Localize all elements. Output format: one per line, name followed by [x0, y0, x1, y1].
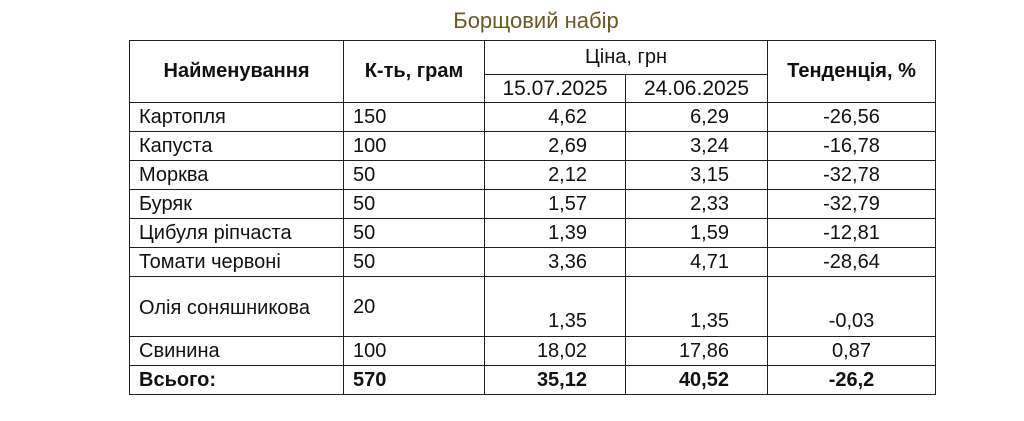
row-qty: 50 — [344, 190, 485, 219]
row-price-1: 2,12 — [485, 161, 626, 190]
table-row — [130, 103, 936, 132]
row-price-2: 6,29 — [626, 103, 768, 132]
row-price-2: 1,59 — [626, 219, 768, 248]
row-qty: 50 — [344, 161, 485, 190]
borscht-price-table — [129, 40, 936, 395]
table-row — [130, 190, 936, 219]
row-price-2: 4,71 — [626, 248, 768, 277]
row-trend: -16,78 — [768, 132, 936, 161]
total-row — [130, 366, 936, 395]
total-label: Всього: — [130, 366, 344, 395]
table-row — [130, 219, 936, 248]
row-price-2: 1,35 — [626, 277, 768, 337]
row-name: Томати червоні — [130, 248, 344, 277]
total-trend: -26,2 — [768, 366, 936, 395]
table-row — [130, 337, 936, 366]
header-date-1: 15.07.2025 — [485, 75, 626, 103]
row-price-1: 3,36 — [485, 248, 626, 277]
header-trend: Тенденція, % — [768, 41, 936, 103]
row-qty: 100 — [344, 337, 485, 366]
row-price-2: 3,24 — [626, 132, 768, 161]
row-price-2: 2,33 — [626, 190, 768, 219]
row-trend: 0,87 — [768, 337, 936, 366]
row-price-1: 4,62 — [485, 103, 626, 132]
row-name: Капуста — [130, 132, 344, 161]
row-trend: -26,56 — [768, 103, 936, 132]
row-name: Цибуля ріпчаста — [130, 219, 344, 248]
table-row — [130, 161, 936, 190]
total-price-1: 35,12 — [485, 366, 626, 395]
row-trend: -12,81 — [768, 219, 936, 248]
row-price-1: 1,57 — [485, 190, 626, 219]
row-price-2: 17,86 — [626, 337, 768, 366]
row-trend: -32,78 — [768, 161, 936, 190]
row-price-1: 2,69 — [485, 132, 626, 161]
row-qty: 50 — [344, 219, 485, 248]
row-name: Олія соняшникова — [130, 277, 344, 337]
row-trend: -28,64 — [768, 248, 936, 277]
row-trend: -0,03 — [768, 277, 936, 337]
row-price-2: 3,15 — [626, 161, 768, 190]
total-price-2: 40,52 — [626, 366, 768, 395]
table-row — [130, 277, 936, 337]
row-name: Свинина — [130, 337, 344, 366]
row-name: Морква — [130, 161, 344, 190]
row-name: Буряк — [130, 190, 344, 219]
header-qty: К-ть, грам — [344, 41, 485, 103]
table-row — [130, 248, 936, 277]
row-name: Картопля — [130, 103, 344, 132]
row-qty: 150 — [344, 103, 485, 132]
row-qty: 100 — [344, 132, 485, 161]
total-qty: 570 — [344, 366, 485, 395]
header-date-2: 24.06.2025 — [626, 75, 768, 103]
table-row — [130, 132, 936, 161]
row-qty: 20 — [344, 277, 485, 337]
row-price-1: 1,39 — [485, 219, 626, 248]
row-qty: 50 — [344, 248, 485, 277]
row-price-1: 18,02 — [485, 337, 626, 366]
table-title: Борщовий набір — [453, 8, 619, 33]
header-name: Найменування — [130, 41, 344, 103]
row-trend: -32,79 — [768, 190, 936, 219]
row-price-1: 1,35 — [485, 277, 626, 337]
header-price: Ціна, грн — [485, 41, 768, 75]
